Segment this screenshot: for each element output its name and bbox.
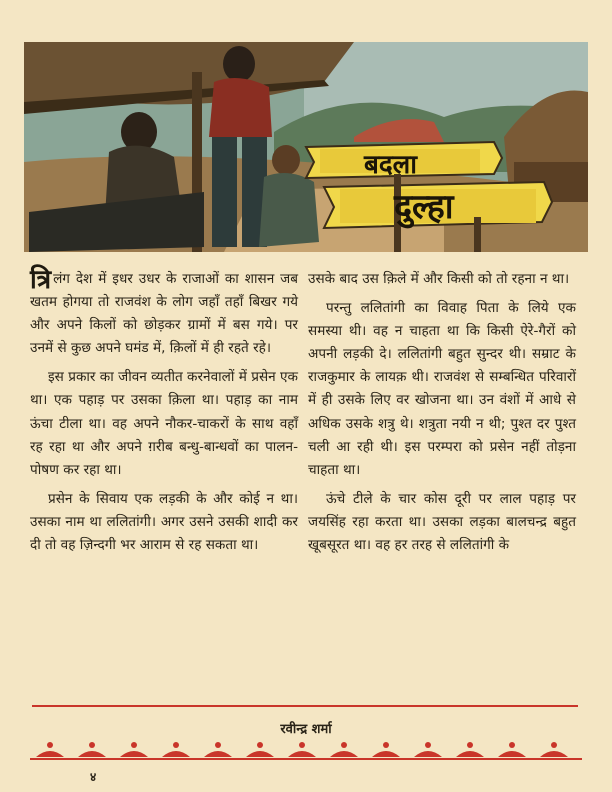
page-number: ४ xyxy=(90,770,97,784)
paragraph: इस प्रकार का जीवन व्यतीत करनेवालों में प्रसेन एक था। एक पहाड़ पर उसका क़िला था। पहाड़ का नाम ऊंचा टीला था। वह अपने नौकर-चाकरों के साथ वहाँ रह रहा था और अपने ग़रीब बन्धु-बान्धवों का पालन-पोषण कर रहा था। xyxy=(30,369,298,478)
paragraph-text: लंग देश में इधर उधर के राजाओं का शासन जब खतम होगया तो राजवंश के लोग जहाँ तहाँ बिखर गये और अपने किलों को छोड़कर ग्रामों में बस गये। पर उनमें से कुछ अपने घमंड में, क़िलों में ही रहते रहे। xyxy=(30,271,298,357)
author-name: रवीन्द्र शर्मा xyxy=(280,722,332,737)
left-text-column xyxy=(30,265,298,557)
illustration-scene xyxy=(24,42,588,252)
paragraph xyxy=(30,265,298,360)
story-title-line1: बदला xyxy=(364,150,418,180)
paragraph: ऊंचे टीले के चार कोस दूरी पर लाल पहाड़ पर जयसिंह रहा करता था। उसका लड़का बालचन्द्र बहुत खूबसूरत था। वह हर तरह से ललितांगी के xyxy=(308,490,576,554)
story-title-line2: दुल्हा xyxy=(394,187,454,227)
decorative-lamp-border xyxy=(30,737,582,763)
top-red-rule xyxy=(32,705,578,707)
drop-cap: त्रि xyxy=(30,265,52,295)
paragraph: प्रसेन के सिवाय एक लड़की के और कोई न था। उसका नाम था ललितांगी। अगर उसने उसकी शादी कर दी तो वह ज़िन्दगी भर आराम से रह सकता था। xyxy=(30,490,298,554)
right-text-column xyxy=(308,268,576,557)
story-illustration xyxy=(24,42,588,252)
paragraph: परन्तु ललितांगी का विवाह पिता के लिये एक समस्या थी। वह न चाहता था कि किसी ऐरे-गैरों को अपनी लड़की दे। ललितांगी बहुत सुन्दर थी। सम्राट के राजकुमार के लायक़ थी। राजवंश से सम्बन्धित परिवारों में ही उसके लिए वर खोजना था। उन वंशों में आधे से अधिक उसके शत्रु थे। शत्रुता नयी न थी; पुश्त दर पुश्त चली आ रही थी। इस परम्परा को प्रसेन नहीं तोड़ना चाहता था। xyxy=(308,300,576,478)
paragraph: उसके बाद उस क़िले में और किसी को तो रहना न था। xyxy=(308,271,570,287)
